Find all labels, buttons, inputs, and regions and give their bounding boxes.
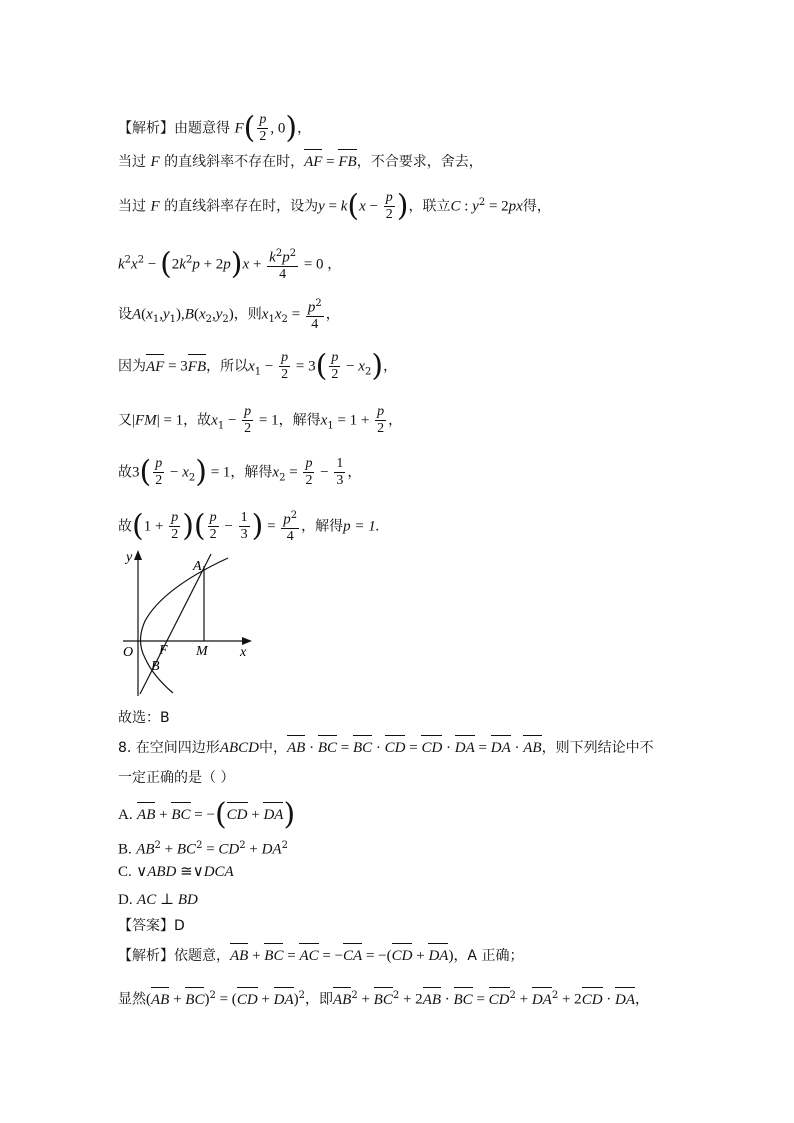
solution-line-9: 故(1 + $\frac{p}{2}$ )( $\frac{p}{2}$ − $\frac{1}{3}$ ) = $\frac{p^2}{4}$ ，解得p = 1.: [118, 508, 380, 544]
solution-text: 又: [118, 412, 132, 429]
label-o: O: [123, 645, 134, 660]
solution-text: 得，: [522, 198, 551, 215]
q8-analysis-line-2: 显然(AB + BC)$^2$ = (CD + DA)$^2$，即$AB^2 + BC^2 + 2AB$ · BC = $CD^2 + DA^2 + 2CD$ · DA，: [118, 990, 650, 1008]
solution-text: 因为: [118, 358, 146, 375]
y-axis-arrow: [134, 550, 142, 560]
solution-text: ，不合要求，舍去，: [356, 154, 483, 170]
q8-option-d: D. AC ⊥ BD: [118, 892, 198, 908]
solution-line-6: 因为AF = 3FB，所以$x_1$ − $\frac{p}{2}$ = 3( $\frac{p}{2}$ − $x_2$)，: [118, 348, 398, 384]
label-b: B: [151, 659, 160, 674]
solution-text: ，解得: [301, 518, 344, 535]
solution-line-4: $k^2x^2 - (2k^2p + 2p)x$ + $\frac{k^2p^2}{4}$ = 0 ，: [118, 246, 342, 282]
q8-text: ，则下列结论中不: [541, 740, 654, 756]
label-m: M: [196, 644, 208, 659]
q8-text: 依题意，: [174, 948, 230, 964]
solution-text: 的直线斜率存在时，设为: [164, 198, 319, 215]
q8-text: 8. 在空间四边形: [118, 740, 220, 756]
analysis-label: 【解析】: [118, 948, 174, 964]
q8-text: ABCD: [219, 740, 259, 756]
analysis-label: 【解析】: [118, 120, 174, 137]
solution-text: ，解得: [230, 464, 273, 481]
solution-line-2: 当过 F 的直线斜率不存在时，AF = FB，不合要求，舍去，: [118, 154, 483, 170]
solution-text: ，故: [183, 412, 212, 429]
solution-line-1: 【解析】由题意得 F( $\frac{p}{2}$ , 0)，: [118, 110, 312, 146]
q8-option-b: B. $AB^2 + BC^2 = CD^2 + DA^2$: [118, 840, 288, 858]
q8-stem-line-1: 8. 在空间四边形ABCD中，AB · BC = BC · CD = CD · DA = DA · AB，则下列结论中不: [118, 740, 654, 756]
solution-line-3: 当过 F 的直线斜率存在时，设为y = k(x − $\frac{p}{2}$ )，联立C : $y^2 = 2px$得，: [118, 188, 551, 224]
label-f: F: [159, 643, 168, 658]
q8-text: 中，: [258, 740, 287, 756]
solution-text: 的直线斜率不存在时，: [164, 154, 305, 170]
solution-text: 设: [118, 306, 132, 323]
q8-stem-line-2: 一定正确的是（ ）: [118, 770, 235, 786]
label-a: A: [193, 559, 202, 574]
solution-text: 故: [118, 518, 132, 535]
solution-text: 当过: [118, 198, 146, 215]
label-x: x: [240, 645, 247, 660]
solution-line-7: 又|FM| = 1，故$x_1$ − $\frac{p}{2}$ = 1，解得$x_1 = 1$ + $\frac{p}{2}$ ，: [118, 404, 403, 436]
q8-text: ，即: [305, 991, 333, 1008]
option-letter: D.: [118, 892, 133, 908]
solution-line-8: 故3( $\frac{p}{2}$ − $x_2) = 1$，解得$x_2$ = $\frac{p}{2}$ − $\frac{1}{3}$ ，: [118, 454, 362, 490]
solution-text: ，所以: [206, 358, 249, 375]
label-y: y: [126, 550, 133, 565]
q8-option-a: A. AB + BC = −(CD + DA): [118, 797, 296, 832]
solution-text: ，解得: [278, 412, 321, 429]
q8-answer: 【答案】D: [118, 918, 185, 934]
solution-line-5: 设$A(x_1,y_1),B(x_2,y_2)$，则$x_1x_2$ = $\frac{p^2}{4}$ ，: [118, 298, 340, 332]
option-letter: B.: [118, 841, 132, 858]
q7-answer: 故选：B: [118, 710, 170, 726]
q8-text: 显然: [118, 991, 146, 1008]
option-letter: C.: [118, 864, 132, 880]
solution-text: ，则: [233, 306, 262, 323]
solution-text: 当过: [118, 154, 146, 170]
solution-text: ，联立: [408, 198, 451, 215]
q8-analysis-line-1: 【解析】依题意，AB + BC = AC = −CA = −(CD + DA)，A 正确；: [118, 948, 524, 964]
solution-text: 由题意得: [174, 120, 230, 137]
solution-text: 故: [118, 464, 132, 481]
q8-option-c: C. ∨ABD ≅∨DCA: [118, 864, 234, 880]
x-axis-arrow: [242, 637, 252, 645]
parabola-graph: [118, 548, 258, 700]
option-letter: A.: [118, 807, 133, 823]
q8-text: ，A 正确；: [453, 948, 524, 964]
solution-text: p = 1.: [343, 518, 380, 535]
